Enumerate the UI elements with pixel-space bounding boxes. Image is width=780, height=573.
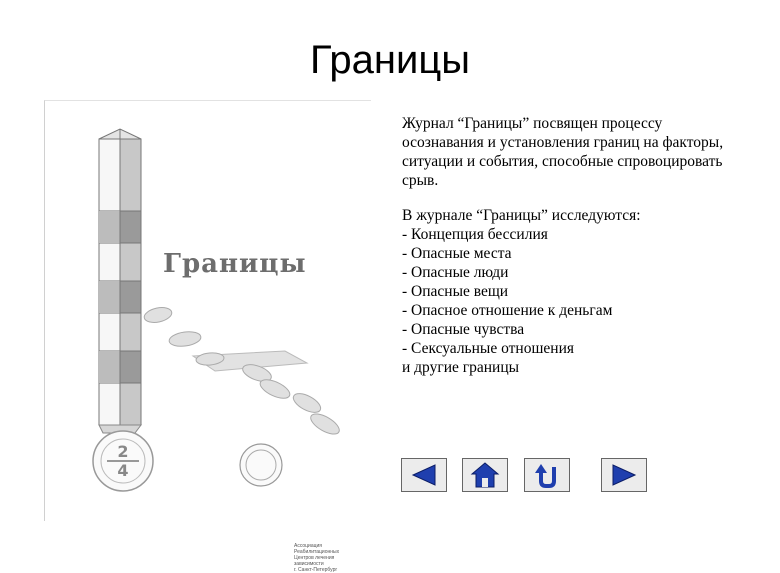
back-button[interactable] bbox=[401, 458, 447, 492]
list-item: - Опасные люди bbox=[402, 264, 509, 281]
return-icon bbox=[532, 461, 562, 489]
forward-arrow-icon bbox=[609, 463, 639, 487]
list-item: - Сексуальные отношения bbox=[402, 340, 574, 357]
description-text bbox=[402, 114, 742, 377]
cover-organization-text: Ассоциация Реабилитационных Центров лечения зависимости г. Санкт-Петербург bbox=[294, 543, 340, 573]
description-paragraph: Журнал “Границы” посвящен процессу осознавания и установления границ на факторы, ситуации и события, способные спровоцировать срыв. bbox=[402, 115, 724, 189]
magazine-cover bbox=[44, 100, 371, 573]
slide-title: Границы bbox=[310, 38, 470, 82]
list-outro: и другие границы bbox=[402, 359, 520, 376]
forward-button[interactable] bbox=[601, 458, 647, 492]
list-intro: В журнале “Границы” исследуются: bbox=[402, 207, 641, 224]
list-item: - Концепция бессилия bbox=[402, 226, 548, 243]
list-item: - Опасные чувства bbox=[402, 321, 525, 338]
cover-title: Границы bbox=[163, 249, 307, 279]
home-icon bbox=[470, 461, 500, 489]
home-button[interactable] bbox=[462, 458, 508, 492]
list-item: - Опасные вещи bbox=[402, 283, 509, 300]
svg-text:2: 2 bbox=[117, 442, 129, 461]
list-item: - Опасные места bbox=[402, 245, 512, 262]
return-button[interactable] bbox=[524, 458, 570, 492]
svg-text:4: 4 bbox=[117, 461, 129, 480]
list-item: - Опасное отношение к деньгам bbox=[402, 302, 613, 319]
back-arrow-icon bbox=[409, 463, 439, 487]
cover-illustration bbox=[45, 101, 371, 521]
